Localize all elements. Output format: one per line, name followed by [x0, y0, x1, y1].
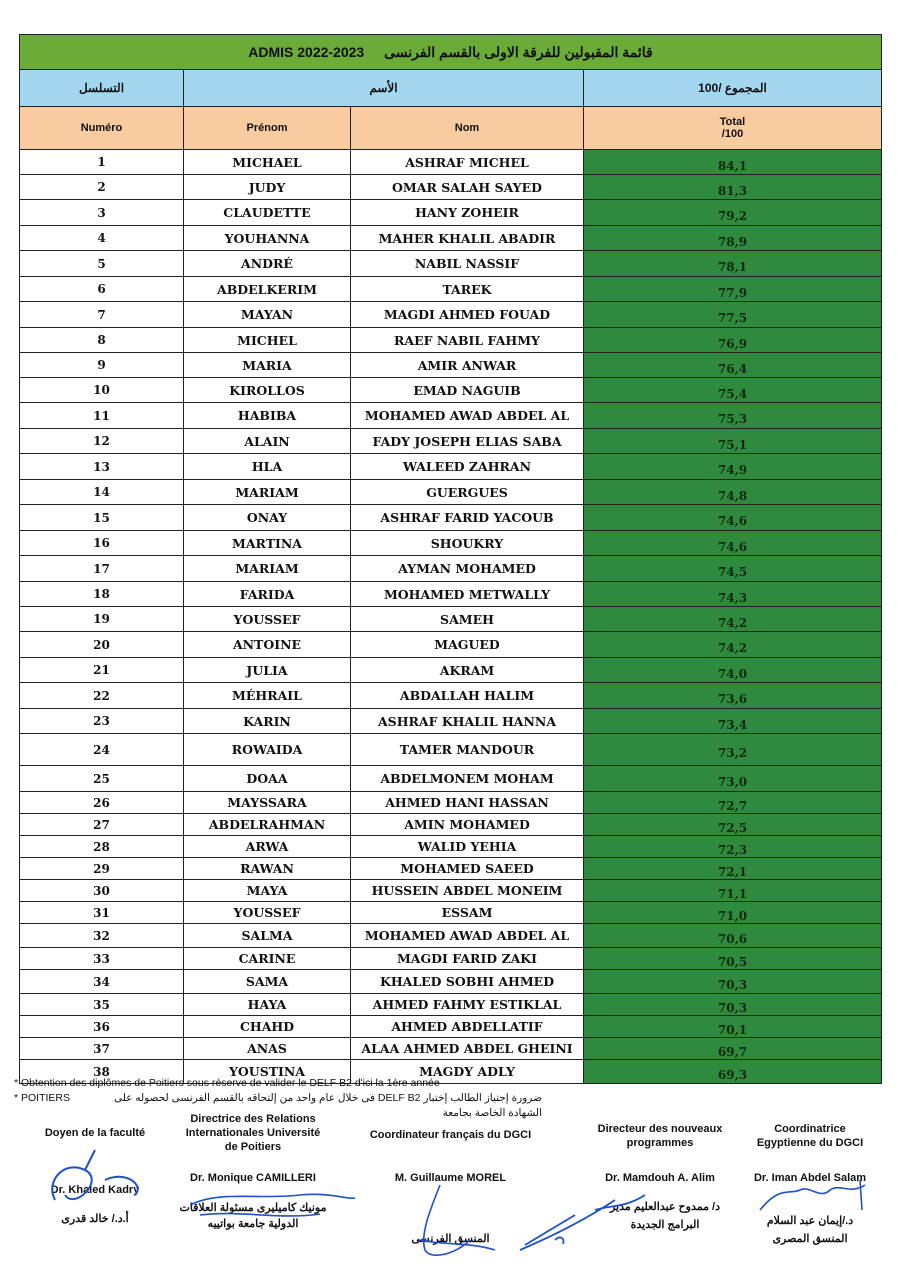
row-nom: WALEED ZAHRAN: [351, 454, 584, 480]
row-total: 78,1: [584, 251, 882, 277]
sig-name: Dr. Monique CAMILLERI: [190, 1172, 316, 1184]
row-total: 77,9: [584, 277, 882, 302]
row-nom: HUSSEIN ABDEL MONEIM: [351, 880, 584, 902]
row-number: 29: [20, 858, 184, 880]
row-total: 70,5: [584, 948, 882, 970]
row-number: 2: [20, 175, 184, 200]
row-number: 15: [20, 505, 184, 531]
table-row: [20, 734, 882, 766]
row-prenom: MARIAM: [184, 556, 351, 582]
row-prenom: HLA: [184, 454, 351, 480]
row-total: 69,3: [584, 1060, 882, 1084]
sig-name: M. Guillaume MOREL: [394, 1172, 507, 1184]
row-total: 70,6: [584, 924, 882, 948]
table-row: [20, 531, 882, 556]
row-number: 21: [20, 658, 184, 683]
row-number: 12: [20, 429, 184, 454]
row-nom: ASHRAF MICHEL: [351, 150, 584, 175]
row-nom: MAGUED: [351, 632, 584, 658]
row-number: 17: [20, 556, 184, 582]
sig-name: Dr. Khaled Kadry: [50, 1184, 140, 1196]
notes: [14, 1076, 894, 1119]
col-total-ar: المجموع /100: [584, 70, 882, 107]
row-total: 73,0: [584, 766, 882, 792]
row-prenom: FARIDA: [184, 582, 351, 607]
row-total: 76,9: [584, 328, 882, 353]
row-total: 77,5: [584, 302, 882, 328]
table-row: [20, 175, 882, 200]
row-prenom: SALMA: [184, 924, 351, 948]
row-prenom: ABDELKERIM: [184, 277, 351, 302]
row-prenom: KIROLLOS: [184, 378, 351, 403]
row-prenom: ANTOINE: [184, 632, 351, 658]
row-total: 71,1: [584, 880, 882, 902]
row-total: 74,5: [584, 556, 882, 582]
row-number: 16: [20, 531, 184, 556]
table-row: [20, 582, 882, 607]
row-nom: ABDALLAH HALIM: [351, 683, 584, 709]
row-total: 72,1: [584, 858, 882, 880]
row-number: 6: [20, 277, 184, 302]
table-row: [20, 902, 882, 924]
table-row: [20, 994, 882, 1016]
row-nom: ALAA AHMED ABDEL GHEINI: [351, 1038, 584, 1060]
row-number: 32: [20, 924, 184, 948]
handwritten-signature-dean: [35, 1140, 165, 1215]
row-prenom: JULIA: [184, 658, 351, 683]
row-number: 9: [20, 353, 184, 378]
sig-arabic: د/ ممدوح عبدالعليم مدير البرامج الجديدة: [609, 1201, 720, 1231]
row-nom: AMIR ANWAR: [351, 353, 584, 378]
row-prenom: DOAA: [184, 766, 351, 792]
row-nom: ESSAM: [351, 902, 584, 924]
row-number: 23: [20, 709, 184, 734]
row-nom: HANY ZOHEIR: [351, 200, 584, 226]
row-nom: TAREK: [351, 277, 584, 302]
col-prenom: Prénom: [184, 107, 351, 150]
row-number: 1: [20, 150, 184, 175]
row-prenom: YOUSSEF: [184, 902, 351, 924]
row-number: 27: [20, 814, 184, 836]
row-nom: TAMER MANDOUR: [351, 734, 584, 766]
table-body: [20, 150, 882, 1084]
col-serial-ar: التسلسل: [20, 70, 184, 107]
row-prenom: ANDRÉ: [184, 251, 351, 277]
row-total: 70,1: [584, 1016, 882, 1038]
col-total: [584, 107, 882, 150]
row-nom: AYMAN MOHAMED: [351, 556, 584, 582]
row-nom: WALID YEHIA: [351, 836, 584, 858]
table-row: [20, 766, 882, 792]
row-nom: MOHAMED SAEED: [351, 858, 584, 880]
row-total: 78,9: [584, 226, 882, 251]
row-prenom: YOUSSEF: [184, 607, 351, 632]
sig-arabic: المنسق الفرنسى: [411, 1233, 490, 1245]
col-total-unit: /100: [721, 128, 744, 140]
table-row: [20, 970, 882, 994]
sig-name: Dr. Mamdouh A. Alim: [605, 1172, 715, 1184]
title-ar: قائمة المقبولين للفرقة الاولى بالقسم الفرنسى: [384, 43, 653, 60]
row-total: 74,9: [584, 454, 882, 480]
row-nom: MAGDI AHMED FOUAD: [351, 302, 584, 328]
table-row: [20, 836, 882, 858]
row-total: 74,0: [584, 658, 882, 683]
sig-arabic: أ.د./ خالد قدرى: [61, 1213, 129, 1225]
row-total: 76,4: [584, 353, 882, 378]
row-prenom: MARIAM: [184, 480, 351, 505]
row-prenom: CLAUDETTE: [184, 200, 351, 226]
row-nom: AKRAM: [351, 658, 584, 683]
row-nom: NABIL NASSIF: [351, 251, 584, 277]
row-prenom: JUDY: [184, 175, 351, 200]
table-row: [20, 556, 882, 582]
row-prenom: MARIA: [184, 353, 351, 378]
row-prenom: KARIN: [184, 709, 351, 734]
arabic-header-row: [20, 70, 882, 107]
row-number: 11: [20, 403, 184, 429]
table-row: [20, 683, 882, 709]
row-nom: SAMEH: [351, 607, 584, 632]
table-row: [20, 403, 882, 429]
table-row: [20, 792, 882, 814]
table-row: [20, 328, 882, 353]
row-number: 36: [20, 1016, 184, 1038]
col-name-ar: الأسم: [184, 70, 584, 107]
row-number: 26: [20, 792, 184, 814]
row-nom: RAEF NABIL FAHMY: [351, 328, 584, 353]
table-row: [20, 353, 882, 378]
row-total: 75,4: [584, 378, 882, 403]
row-total: 72,3: [584, 836, 882, 858]
handwritten-signature-alim: [515, 1180, 655, 1260]
note-poitiers-ar: ضرورة إجتياز الطالب إختبار DELF B2 فى خلال عام واحد من إلتحاقه بالقسم الفرنسى لحصوله على الشهادة الخاصة بجامعة: [114, 1092, 542, 1119]
row-nom: KHALED SOBHI AHMED: [351, 970, 584, 994]
row-prenom: MAYSSARA: [184, 792, 351, 814]
table-row: [20, 924, 882, 948]
row-number: 10: [20, 378, 184, 403]
row-number: 22: [20, 683, 184, 709]
row-total: 74,6: [584, 531, 882, 556]
row-prenom: HABIBA: [184, 403, 351, 429]
sig-role: Doyen de la faculté: [44, 1127, 146, 1139]
table-row: [20, 709, 882, 734]
row-number: 3: [20, 200, 184, 226]
row-number: 31: [20, 902, 184, 924]
row-number: 19: [20, 607, 184, 632]
row-total: 69,7: [584, 1038, 882, 1060]
row-number: 34: [20, 970, 184, 994]
table-row: [20, 632, 882, 658]
note-poitiers: [14, 1091, 894, 1119]
row-prenom: MARTINA: [184, 531, 351, 556]
row-prenom: MICHAEL: [184, 150, 351, 175]
table-row: [20, 1038, 882, 1060]
table-row: [20, 658, 882, 683]
row-prenom: ONAY: [184, 505, 351, 531]
handwritten-signature-morel: [400, 1180, 510, 1265]
row-total: 74,6: [584, 505, 882, 531]
sig-name: Dr. Iman Abdel Salam: [753, 1172, 867, 1184]
sig-arabic: د./إيمان عبد السلام المنسق المصرى: [766, 1215, 854, 1245]
row-total: 81,3: [584, 175, 882, 200]
row-number: 35: [20, 994, 184, 1016]
admissions-table: [19, 34, 882, 1084]
table-row: [20, 200, 882, 226]
row-total: 70,3: [584, 994, 882, 1016]
table-row: [20, 429, 882, 454]
row-nom: GUERGUES: [351, 480, 584, 505]
note-delf: * Obtention des diplômes de Poitiers sous réserve de valider le DELF B2 d'ici la 1ère année: [14, 1077, 440, 1089]
table-row: [20, 1016, 882, 1038]
sig-role: Coordinateur français du DGCI: [369, 1129, 532, 1141]
row-nom: MOHAMED AWAD ABDEL AL: [351, 403, 584, 429]
table-row: [20, 378, 882, 403]
row-prenom: ALAIN: [184, 429, 351, 454]
row-prenom: MÉHRAIL: [184, 683, 351, 709]
row-prenom: CARINE: [184, 948, 351, 970]
row-number: 7: [20, 302, 184, 328]
row-prenom: MICHEL: [184, 328, 351, 353]
row-number: 28: [20, 836, 184, 858]
row-total: 75,1: [584, 429, 882, 454]
row-number: 24: [20, 734, 184, 766]
table-row: [20, 858, 882, 880]
row-number: 20: [20, 632, 184, 658]
row-total: 72,7: [584, 792, 882, 814]
row-nom: ASHRAF FARID YACOUB: [351, 505, 584, 531]
sig-role: Directeur des nouveaux programmes: [597, 1123, 723, 1149]
table-row: [20, 150, 882, 175]
row-total: 74,3: [584, 582, 882, 607]
table-row: [20, 505, 882, 531]
sig-arabic: مونيك كاميليرى مسئولة العلاقات الدولية جامعة بواتييه: [179, 1202, 327, 1230]
row-nom: OMAR SALAH SAYED: [351, 175, 584, 200]
note-poitiers-fr: * POITIERS: [14, 1092, 71, 1104]
row-nom: MAGDI FARID ZAKI: [351, 948, 584, 970]
row-prenom: CHAHD: [184, 1016, 351, 1038]
row-number: 30: [20, 880, 184, 902]
sig-role: Directrice des Relations Internationales Université de Poitiers: [185, 1113, 321, 1153]
table-row: [20, 454, 882, 480]
row-number: 5: [20, 251, 184, 277]
row-prenom: MAYA: [184, 880, 351, 902]
row-nom: MAGDY ADLY: [351, 1060, 584, 1084]
row-number: 37: [20, 1038, 184, 1060]
row-nom: AHMED HANI HASSAN: [351, 792, 584, 814]
table-row: [20, 880, 882, 902]
row-nom: MOHAMED METWALLY: [351, 582, 584, 607]
row-number: 13: [20, 454, 184, 480]
signatures: [0, 1110, 903, 1280]
table-row: [20, 226, 882, 251]
results-sheet: [19, 34, 881, 1084]
table-row: [20, 277, 882, 302]
row-number: 18: [20, 582, 184, 607]
row-nom: ASHRAF KHALIL HANNA: [351, 709, 584, 734]
col-total-label: Total: [719, 116, 746, 128]
row-total: 73,2: [584, 734, 882, 766]
row-total: 70,3: [584, 970, 882, 994]
row-nom: ABDELMONEM MOHAM: [351, 766, 584, 792]
row-total: 79,2: [584, 200, 882, 226]
handwritten-signature-abdel-salam: [750, 1165, 880, 1225]
col-nom: Nom: [351, 107, 584, 150]
row-prenom: SAMA: [184, 970, 351, 994]
table-row: [20, 251, 882, 277]
sig-role: Coordinatrice Egyptienne du DGCI: [756, 1123, 864, 1149]
row-number: 4: [20, 226, 184, 251]
row-prenom: YOUSTINA: [184, 1060, 351, 1084]
row-nom: AHMED ABDELLATIF: [351, 1016, 584, 1038]
row-nom: FADY JOSEPH ELIAS SABA: [351, 429, 584, 454]
table-row: [20, 814, 882, 836]
title-en: ADMIS 2022-2023: [248, 43, 365, 60]
row-prenom: RAWAN: [184, 858, 351, 880]
title-row: [20, 35, 882, 70]
row-total: 72,5: [584, 814, 882, 836]
row-nom: EMAD NAGUIB: [351, 378, 584, 403]
row-prenom: YOUHANNA: [184, 226, 351, 251]
row-prenom: ABDELRAHMAN: [184, 814, 351, 836]
table-row: [20, 607, 882, 632]
row-total: 71,0: [584, 902, 882, 924]
row-prenom: ROWAIDA: [184, 734, 351, 766]
row-total: 75,3: [584, 403, 882, 429]
row-total: 73,6: [584, 683, 882, 709]
row-prenom: ARWA: [184, 836, 351, 858]
col-numero: Numéro: [20, 107, 184, 150]
row-nom: MAHER KHALIL ABADIR: [351, 226, 584, 251]
table-row: [20, 302, 882, 328]
row-prenom: HAYA: [184, 994, 351, 1016]
row-total: 74,2: [584, 607, 882, 632]
row-nom: AMIN MOHAMED: [351, 814, 584, 836]
row-nom: SHOUKRY: [351, 531, 584, 556]
row-total: 74,2: [584, 632, 882, 658]
row-number: 25: [20, 766, 184, 792]
row-number: 33: [20, 948, 184, 970]
row-nom: MOHAMED AWAD ABDEL AL: [351, 924, 584, 948]
handwritten-signature-camilleri: [180, 1170, 360, 1240]
row-prenom: MAYAN: [184, 302, 351, 328]
row-total: 74,8: [584, 480, 882, 505]
table-row: [20, 948, 882, 970]
row-total: 73,4: [584, 709, 882, 734]
row-nom: AHMED FAHMY ESTIKLAL: [351, 994, 584, 1016]
row-number: 8: [20, 328, 184, 353]
row-total: 84,1: [584, 150, 882, 175]
row-prenom: ANAS: [184, 1038, 351, 1060]
table-row: [20, 480, 882, 505]
row-number: 14: [20, 480, 184, 505]
french-header-row: [20, 107, 882, 150]
row-number: 38: [20, 1060, 184, 1084]
